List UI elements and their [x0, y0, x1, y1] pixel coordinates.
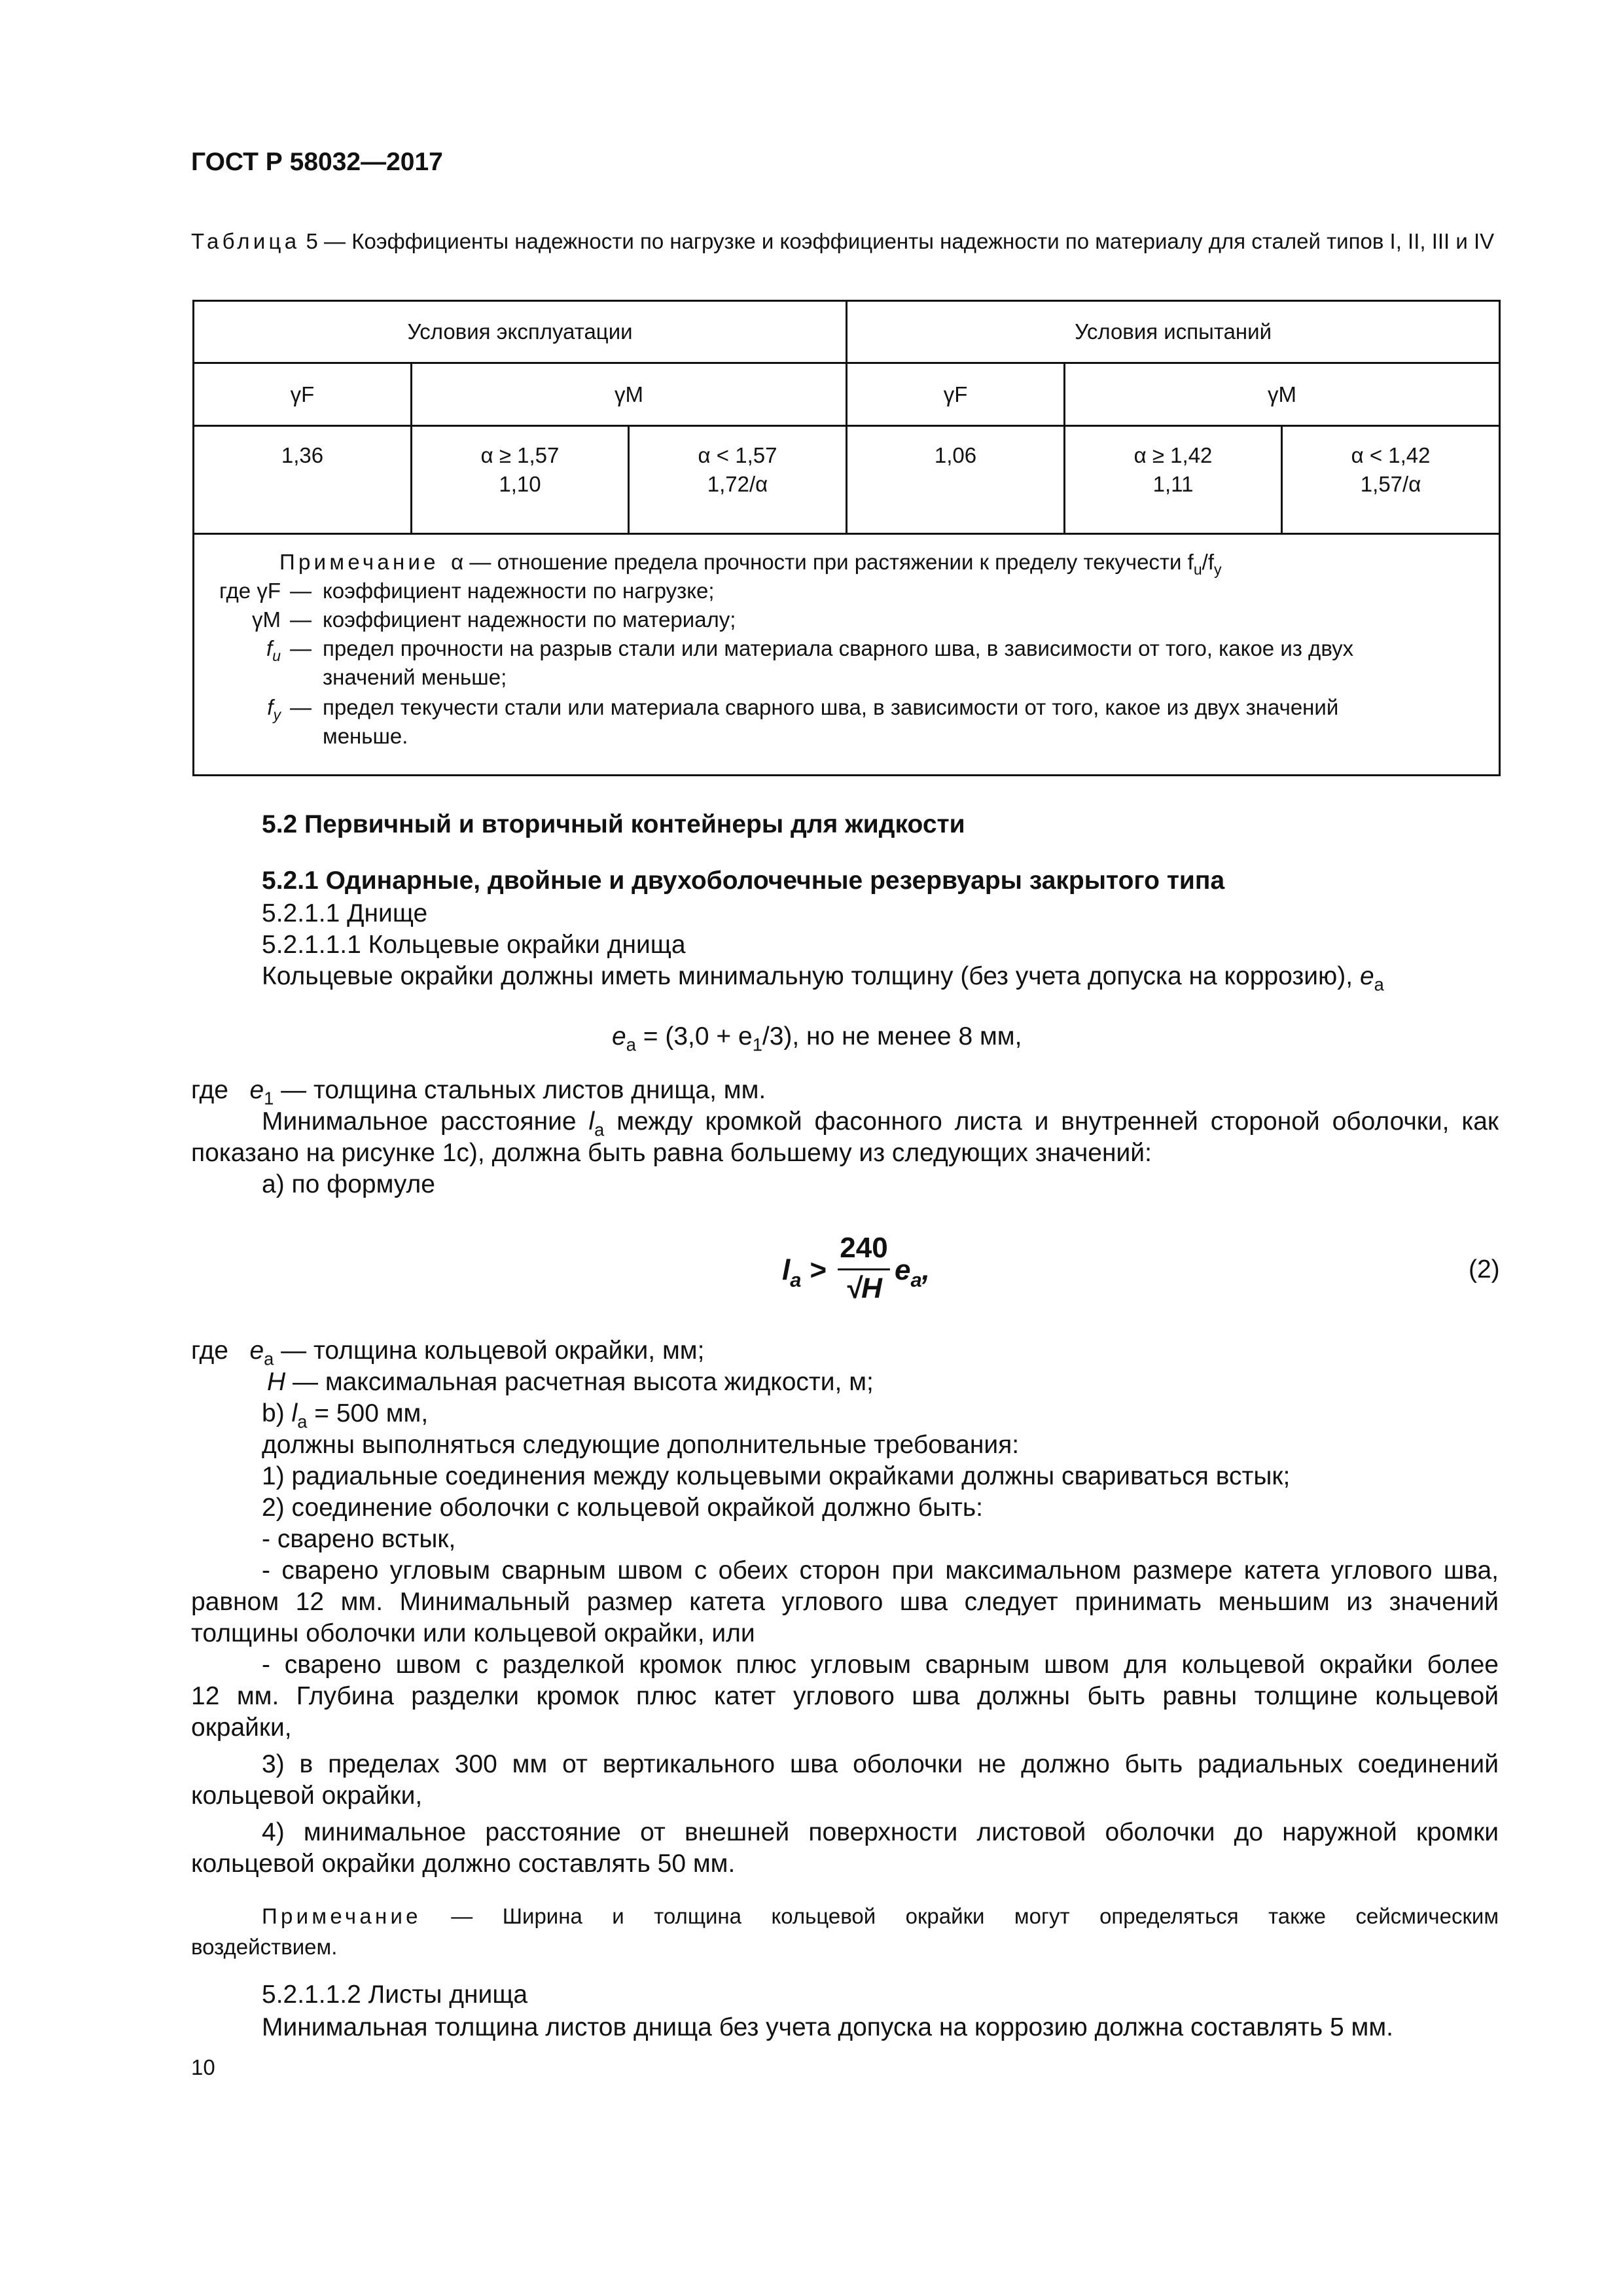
paragraph-min-distance: Минимальное расстояние $l_a$ между кромкой фасонного листа и внутренней стороной оболочки, как	[262, 1107, 1499, 1140]
paragraph-text: Кольцевые окрайки должны иметь минимальную толщину (без учета допуска на коррозию),	[262, 962, 1353, 990]
heading-5-2-1-1-1: 5.2.1.1.1 Кольцевые окрайки днища	[262, 931, 686, 959]
note-entry-text: предел текучести стали или материала сварного шва, в зависимости от того, какое из двух значений	[323, 695, 1339, 719]
heading-5-2: 5.2 Первичный и вторичный контейнеры для жидкости	[262, 810, 965, 838]
table-cell	[1282, 426, 1500, 534]
note-text: — Ширина и толщина кольцевой окрайки могут определяться также сейсмическим	[451, 1904, 1499, 1928]
cell-value: 1,06	[934, 443, 977, 467]
note-dash: —	[290, 636, 312, 660]
where-label: где	[191, 1336, 228, 1365]
requirement-2-fillet-cont: равном 12 мм. Минимальный размер катета углового шва следует принимать меньшим из значений	[191, 1588, 1499, 1616]
item-b: b) $l_a = 500$ мм,	[262, 1399, 429, 1432]
table-note-row	[194, 534, 1500, 776]
item-b-text: = 500 мм,	[314, 1399, 429, 1427]
note-seismic	[262, 1901, 1499, 1931]
requirement-2-fillet: - сварено угловым сварным швом с обеих сторон при максимальном размере катета углового шва,	[262, 1556, 1499, 1585]
requirement-4: 4) минимальное расстояние от внешней поверхности листовой оболочки до наружной кромки	[262, 1818, 1499, 1846]
header-operating-conditions: Условия эксплуатации	[194, 301, 847, 363]
note-symbol-f: f	[266, 636, 273, 660]
cell-condition: α ≥ 1,57	[480, 443, 560, 467]
note-symbol-sub: u	[272, 647, 281, 665]
table-caption-label: Таблица	[191, 229, 300, 253]
cell-value: 1,36	[281, 443, 324, 467]
requirement-2-groove: - сварено швом с разделкой кромок плюс угловым сварным швом для кольцевой окрайки более	[262, 1651, 1499, 1679]
heading-5-2-1-1-2: 5.2.1.1.2 Листы днища	[262, 1981, 528, 2009]
where-text: — толщина кольцевой окрайки, мм;	[281, 1336, 705, 1365]
note-seismic-cont: воздействием.	[191, 1935, 338, 1959]
formula-2-fraction	[838, 1230, 890, 1316]
paragraph-bottom-sheets: Минимальная толщина листов днища без учета допуска на коррозию должна составлять 5 мм.	[262, 2013, 1393, 2041]
note-entry-text: коэффициент надежности по материалу;	[323, 607, 736, 632]
note-dash: —	[290, 695, 312, 719]
formula-1-text: = (3,0 + e	[643, 1022, 753, 1050]
fraction-bar	[838, 1268, 890, 1270]
cell-value: 1,57/α	[1360, 472, 1421, 496]
requirement-3: 3) в пределах 300 мм от вертикального шва оболочки не должно быть радиальных соединений	[262, 1750, 1499, 1778]
header-gamma-f-operating: γF	[194, 363, 412, 426]
header-gamma-m-operating: γM	[412, 363, 847, 426]
table-note-cell	[194, 534, 1500, 776]
cell-condition: α < 1,57	[698, 443, 777, 467]
page-number: 10	[191, 2055, 215, 2079]
note-alpha-line	[279, 548, 1222, 577]
requirement-3-cont: кольцевой окрайки,	[191, 1782, 423, 1810]
requirement-2-groove-end: окрайки,	[191, 1713, 292, 1742]
note-entry-text: предел прочности на разрыв стали или материала сварного шва, в зависимости от того, какое из двух	[323, 636, 1354, 660]
formula-1: $e_a = (3,0 + e_1/3)$, но не менее 8 мм,	[612, 1022, 1022, 1055]
requirement-1: 1) радиальные соединения между кольцевыми окрайками должны свариваться встык;	[262, 1462, 1291, 1490]
requirement-2-butt: - сварено встык,	[262, 1525, 456, 1553]
note-symbol: γM	[252, 607, 281, 632]
table-cell	[1065, 426, 1282, 534]
cell-condition: α < 1,42	[1351, 443, 1431, 467]
requirement-2: 2) соединение оболочки с кольцевой окрайкой должно быть:	[262, 1494, 984, 1522]
formula-2-denominator: √H	[846, 1272, 882, 1304]
note-symbol	[183, 693, 281, 722]
where-text: — максимальная расчетная высота жидкости, м;	[293, 1368, 874, 1396]
note-sub-y: y	[1214, 561, 1222, 579]
table-cell	[629, 426, 847, 534]
paragraph-text: Минимальное расстояние	[262, 1107, 577, 1136]
standard-title: ГОСТ Р 58032—2017	[191, 148, 443, 176]
header-test-conditions: Условия испытаний	[847, 301, 1500, 363]
note-dash: —	[290, 579, 312, 603]
header-gamma-f-test: γF	[847, 363, 1065, 426]
paragraph-min-distance-cont: показано на рисунке 1c), должна быть равна большему из следующих значений:	[191, 1139, 1152, 1167]
table-caption-text: 5 — Коэффициенты надежности по нагрузке и коэффициенты надежности по материалу для сталей типов I, II, III и IV	[300, 229, 1495, 253]
note-entry-text: коэффициент надежности по нагрузке;	[323, 579, 715, 603]
table-cell	[412, 426, 629, 534]
formula-2-number: (2)	[1469, 1255, 1500, 1283]
coefficients-table	[192, 300, 1501, 776]
table-cell	[847, 426, 1065, 534]
note-symbol-f: f	[267, 695, 274, 719]
note-alpha-text: α — отношение предела прочности при растяжении к пределу текучести f	[451, 550, 1194, 574]
cell-value: 1,10	[499, 472, 541, 496]
note-sub-u: u	[1193, 561, 1202, 579]
cell-condition: α ≥ 1,42	[1133, 443, 1213, 467]
table-caption	[191, 226, 1499, 257]
formula-2-lhs: $l_a$ >	[782, 1254, 827, 1291]
where-H: H — максимальная расчетная высота жидкости, м;	[267, 1368, 874, 1396]
table-values-row	[194, 426, 1500, 534]
heading-5-2-1: 5.2.1 Одинарные, двойные и двухоболочечные резервуары закрытого типа	[262, 867, 1225, 895]
item-a: а) по формуле	[262, 1170, 435, 1198]
where-text: — толщина стальных листов днища, мм.	[281, 1076, 766, 1104]
note-symbol-sub: y	[273, 706, 281, 724]
heading-5-2-1-1: 5.2.1.1 Днище	[262, 899, 428, 927]
where-label: где	[191, 1076, 228, 1104]
paragraph-min-thickness: Кольцевые окрайки должны иметь минимальную толщину (без учета допуска на коррозию), $e_a$	[262, 962, 1384, 995]
formula-1-tail: /3), но не менее 8 мм,	[762, 1022, 1022, 1050]
requirement-2-fillet-end: толщины оболочки или кольцевой окрайки, или	[191, 1619, 755, 1647]
paragraph-text: между кромкой фасонного листа и внутренней стороной оболочки, как	[616, 1107, 1499, 1136]
note-entry-text-cont: меньше.	[323, 724, 408, 748]
note-dash: —	[290, 607, 312, 632]
formula-2-rhs: $e_a$,	[895, 1254, 930, 1291]
note-slash: /f	[1202, 550, 1214, 574]
note-label: Примечание	[262, 1904, 421, 1928]
formula-2	[782, 1230, 939, 1316]
header-gamma-m-test: γM	[1065, 363, 1500, 426]
note-symbol: где γF	[219, 579, 281, 603]
requirement-4-cont: кольцевой окрайки должно составлять 50 мм.	[191, 1850, 736, 1878]
table-cell	[194, 426, 412, 534]
note-symbol	[183, 634, 281, 663]
cell-value: 1,72/α	[707, 472, 768, 496]
note-entry-text-cont: значений меньше;	[323, 665, 507, 689]
note-label: Примечание	[279, 550, 439, 574]
where-ea: где $e_a$ — толщина кольцевой окрайки, мм;	[191, 1336, 705, 1369]
table-sub-header-row	[194, 363, 1500, 426]
cell-value: 1,11	[1152, 472, 1194, 496]
requirement-2-groove-cont: 12 мм. Глубина разделки кромок плюс катет углового шва должны быть равны толщине кольцевой	[191, 1682, 1499, 1710]
table-note	[194, 535, 1499, 774]
requirements-intro: должны выполняться следующие дополнительные требования:	[262, 1431, 1020, 1459]
formula-2-numerator: 240	[840, 1232, 888, 1264]
table-group-header-row	[194, 301, 1500, 363]
where-e1: где $e_1$ — толщина стальных листов днища, мм.	[191, 1076, 766, 1109]
